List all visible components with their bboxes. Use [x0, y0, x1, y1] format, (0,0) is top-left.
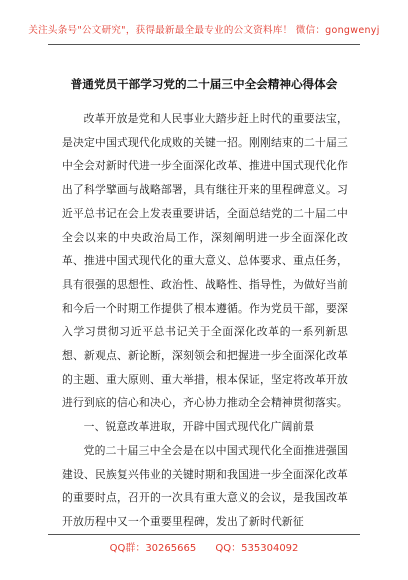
document-title: 普通党员干部学习党的二十届三中全会精神心得体会	[70, 77, 338, 91]
header-divider	[48, 44, 360, 45]
qq-number: QQ：535304092	[215, 543, 299, 554]
section-heading: 一、锐意改革进取，开辟中国式现代化广阔前景	[83, 420, 315, 434]
footer-divider	[48, 534, 360, 535]
header-note: 关注头条号"公文研究"，获得最新最全最专业的公文资料库！ 微信：gongwenyj	[28, 25, 380, 36]
paragraph: 改革开放是党和人民事业大踏步赶上时代的重要法宝，是决定中国式现代化成败的关键一招。刚刚结束的二十届三中全会对新时代进一步全面深化改革、推进中国式现代化作出了科学擘画与战略部署，具有继往开来的里程碑意义。习近平总书记在会上发表重要讲话，全面总结党的二十届二中全会以来的中央政治局工作，深刻阐明进一步全面深化改革、推进中国式现代化的重大意义、总体要求、重点任务，具有很强的思想性、政治性、战略性、指导性，为做好当前和今后一个时期工作提供了根本遵循。作为党员干部，要深入学习贯彻习近平总书记关于全面深化改革的一系列新思想、新观点、新论断，深刻领会和把握进一步全面深化改革的主题、重大原则、重大举措，根本保证，坚定将改革开放进行到底的信心和决心，齐心协力推动全会精神贯彻落实。	[62, 112, 348, 410]
qq-group: QQ群：30265665	[109, 543, 197, 554]
paragraph: 党的二十届三中全会是在以中国式现代化全面推进强国建设、民族复兴伟业的关键时期和我国进一步全面深化改革的重要时点，召开的一次具有重大意义的会议，是我国改革开放历程中又一个重要里程碑，发出了新时代新征	[62, 443, 348, 528]
footer-contact	[0, 539, 408, 554]
document-body	[62, 107, 348, 534]
